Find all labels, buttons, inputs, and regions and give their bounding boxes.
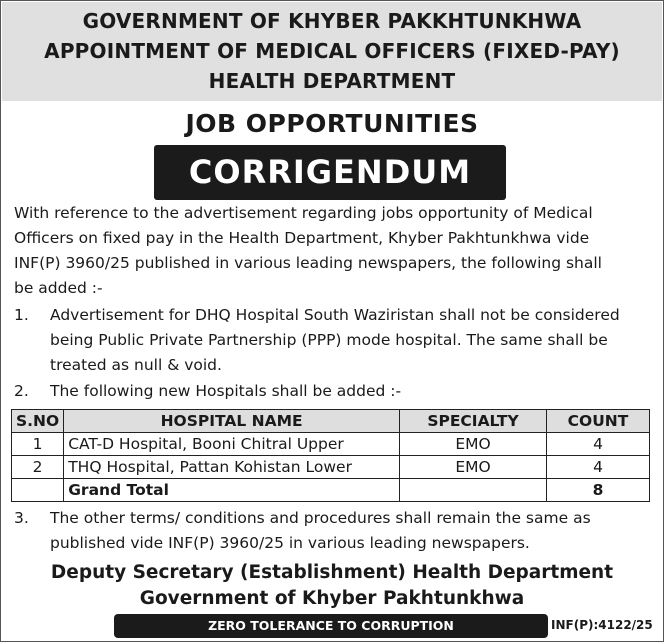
total-row bbox=[12, 479, 650, 502]
cell-specialty: EMO bbox=[400, 433, 547, 456]
grand-total-label: Grand Total bbox=[64, 479, 400, 502]
col-header-specialty: SPECIALTY bbox=[400, 410, 547, 433]
col-header-count: COUNT bbox=[547, 410, 650, 433]
cell-sno-empty bbox=[12, 479, 64, 502]
item-line: treated as null & void. bbox=[50, 356, 222, 374]
item-line: The other terms/ conditions and procedures shall remain the same as bbox=[50, 509, 591, 527]
table-row bbox=[12, 433, 650, 456]
cell-count: 4 bbox=[547, 433, 650, 456]
cell-specialty-empty bbox=[400, 479, 547, 502]
item-number: 2. bbox=[14, 382, 29, 400]
header-department: HEALTH DEPARTMENT bbox=[208, 69, 456, 93]
inf-reference: INF(P):4122/25 bbox=[551, 618, 653, 632]
table-row bbox=[12, 456, 650, 479]
header-block bbox=[2, 2, 662, 101]
cell-sno: 2 bbox=[12, 456, 64, 479]
item-line: Advertisement for DHQ Hospital South Waziristan shall not be considered bbox=[50, 306, 620, 324]
list-item-2 bbox=[14, 379, 648, 404]
cell-specialty: EMO bbox=[400, 456, 547, 479]
list-item-3 bbox=[14, 506, 648, 556]
intro-line: Officers on fixed pay in the Health Department, Khyber Pakhtunkhwa vide bbox=[14, 229, 590, 247]
cell-hospital: THQ Hospital, Pattan Kohistan Lower bbox=[64, 456, 400, 479]
header-government: GOVERNMENT OF KHYBER PAKKHTUNKHWA bbox=[82, 9, 582, 33]
col-header-hospital: HOSPITAL NAME bbox=[64, 410, 400, 433]
item-line: The following new Hospitals shall be added :- bbox=[50, 382, 402, 400]
cell-sno: 1 bbox=[12, 433, 64, 456]
zero-tolerance-banner: ZERO TOLERANCE TO CORRUPTION bbox=[114, 614, 548, 638]
list-item-1 bbox=[14, 303, 648, 378]
intro-paragraph bbox=[14, 201, 648, 301]
item-number: 3. bbox=[14, 509, 29, 527]
intro-line: INF(P) 3960/25 published in various leading newspapers, the following shall bbox=[14, 254, 602, 272]
item-number: 1. bbox=[14, 306, 29, 324]
header-appointment: APPOINTMENT OF MEDICAL OFFICERS (FIXED-PAY) bbox=[44, 39, 620, 63]
signatory-government: Government of Khyber Pakhtunkhwa bbox=[139, 588, 525, 609]
hospitals-table bbox=[11, 409, 650, 502]
signatory-title: Deputy Secretary (Establishment) Health Department bbox=[50, 562, 614, 583]
intro-line: With reference to the advertisement regarding jobs opportunity of Medical bbox=[14, 204, 593, 222]
table-header-row bbox=[12, 410, 650, 433]
page-title: JOB OPPORTUNITIES bbox=[185, 109, 479, 138]
item-line: being Public Private Partnership (PPP) mode hospital. The same shall be bbox=[50, 331, 608, 349]
grand-total-count: 8 bbox=[547, 479, 650, 502]
item-line: published vide INF(P) 3960/25 in various leading newspapers. bbox=[50, 534, 530, 552]
intro-line: be added :- bbox=[14, 279, 103, 297]
cell-hospital: CAT-D Hospital, Booni Chitral Upper bbox=[64, 433, 400, 456]
corrigendum-banner: CORRIGENDUM bbox=[154, 145, 506, 200]
col-header-sno: S.NO bbox=[12, 410, 64, 433]
cell-count: 4 bbox=[547, 456, 650, 479]
